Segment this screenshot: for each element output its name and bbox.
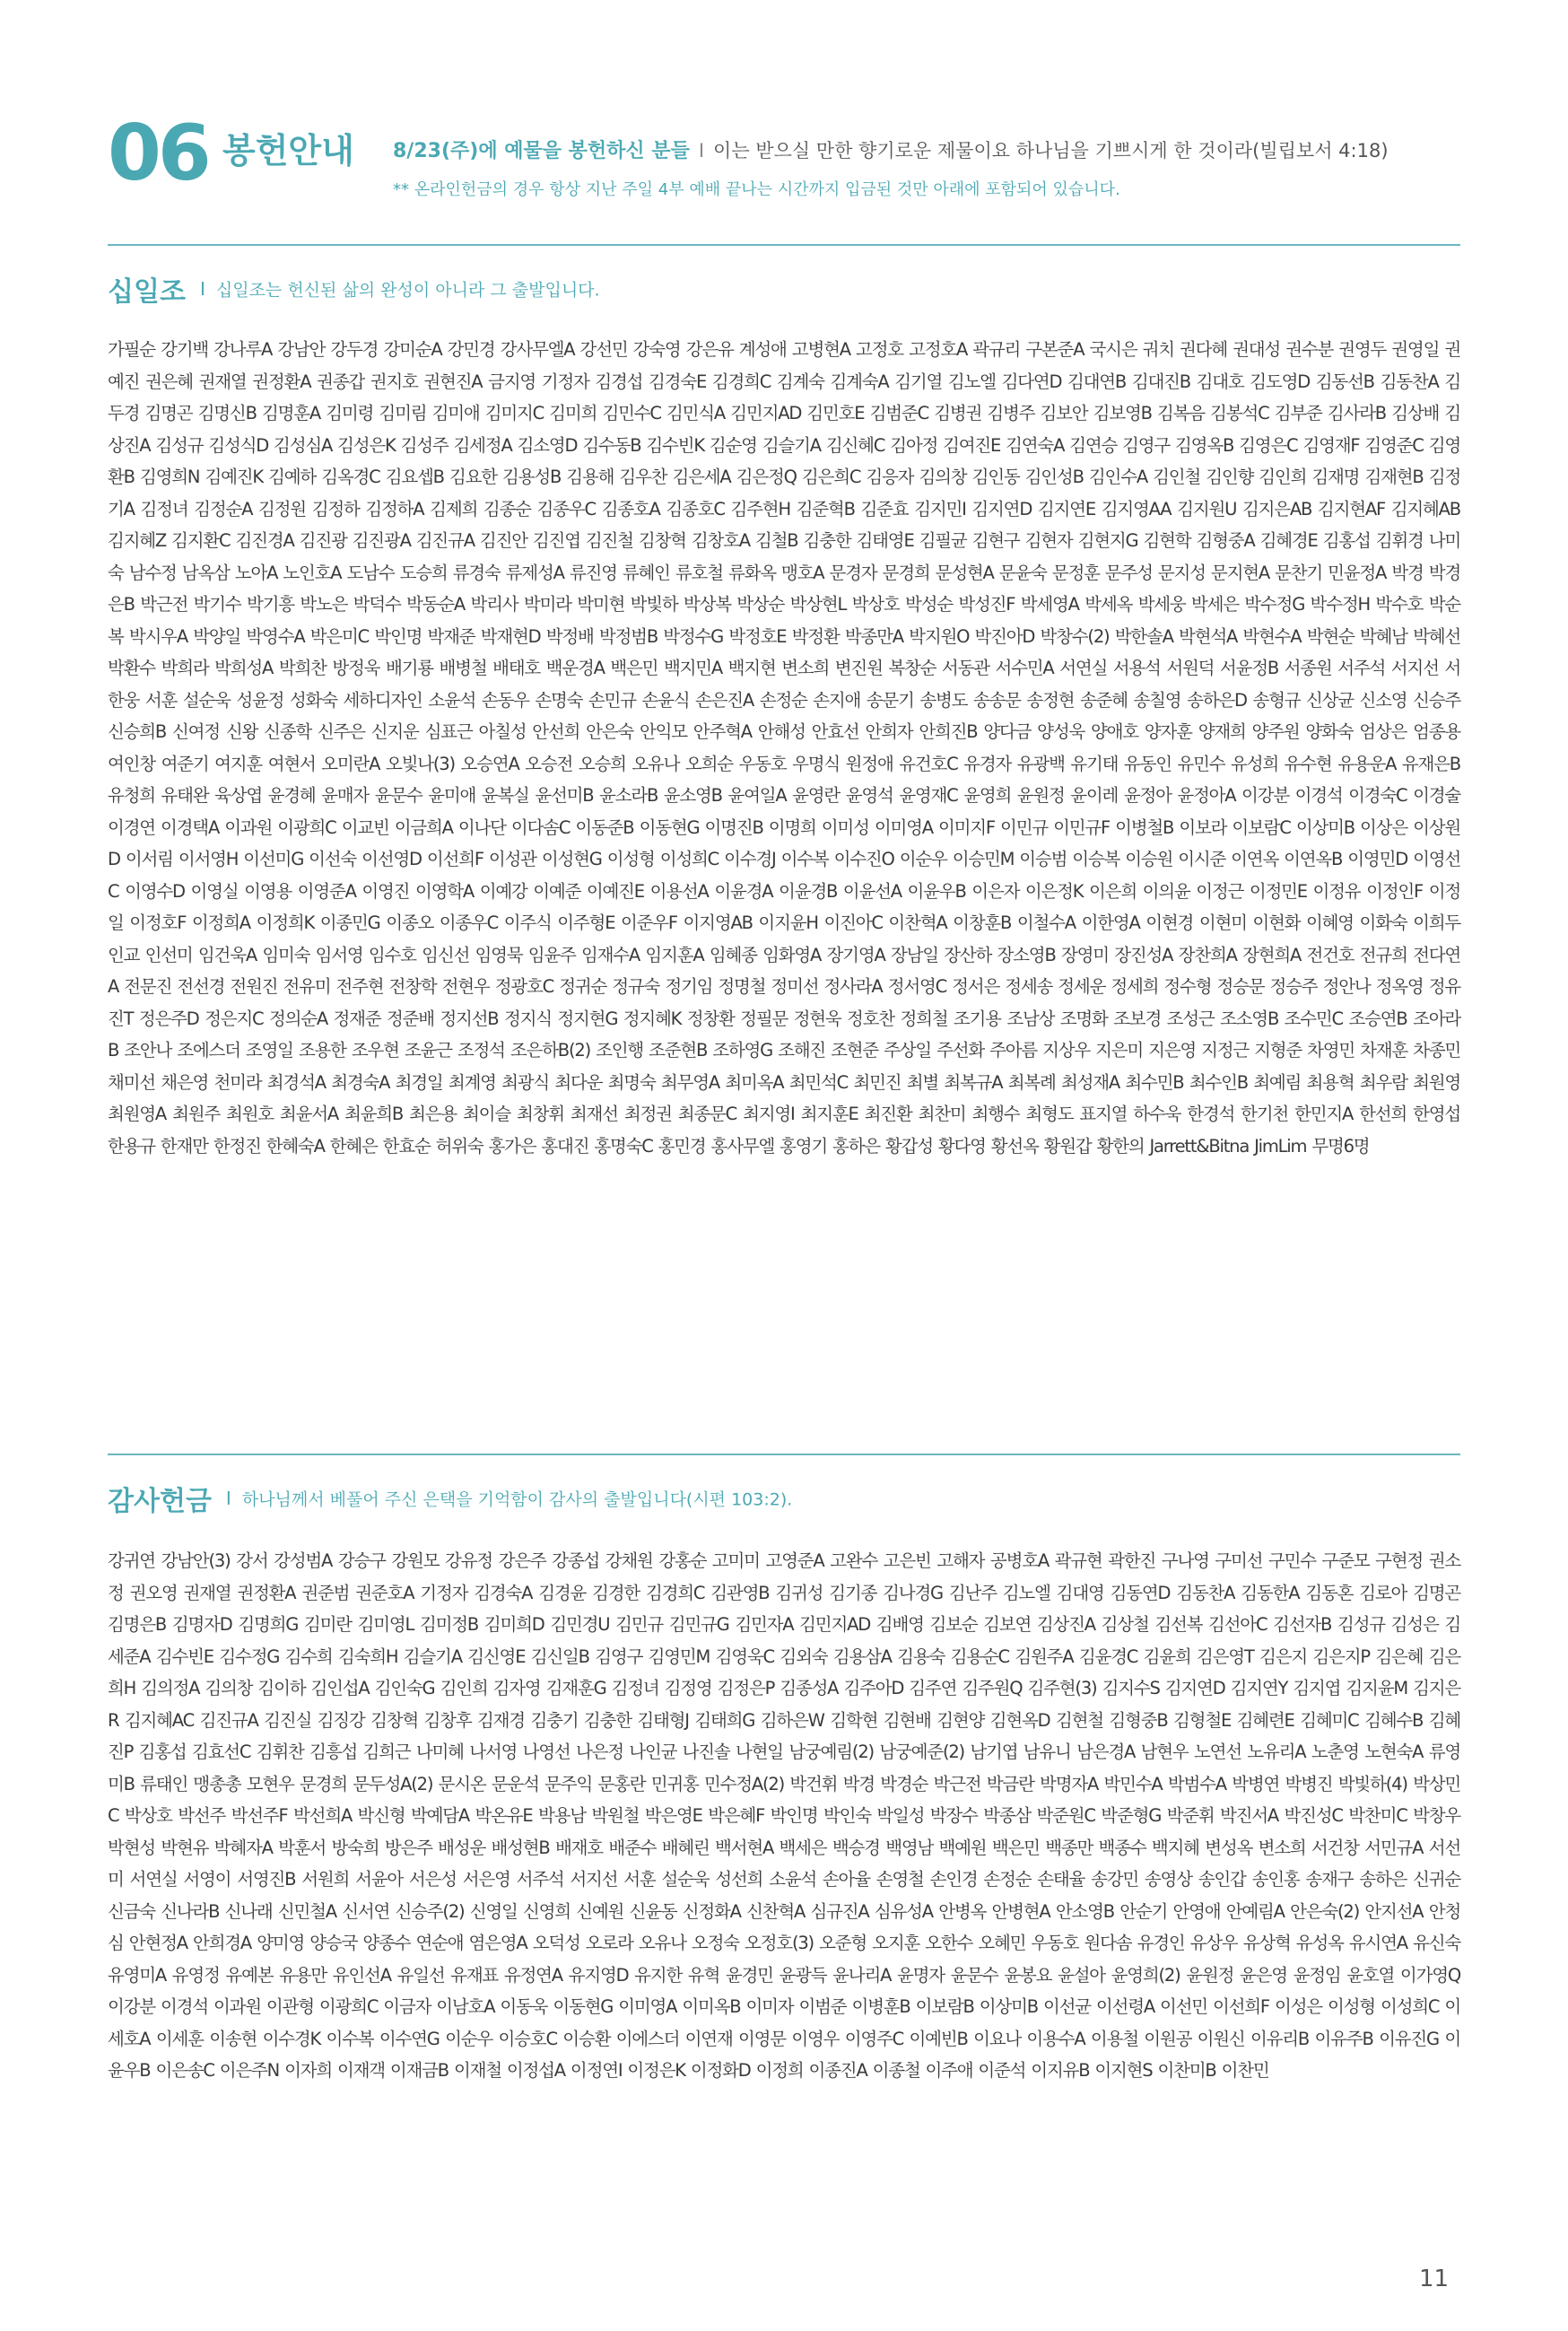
page-header bbox=[108, 108, 1460, 233]
header-separator: I bbox=[698, 140, 705, 162]
header-divider bbox=[108, 244, 1460, 246]
header-note: ** 온라인헌금의 경우 항상 지난 주일 4부 예배 끝나는 시간까지 입금된 것만 아래에 포함되어 있습니다. bbox=[393, 180, 1120, 199]
header-highlight: 8/23(주)에 예물을 봉헌하신 분들 bbox=[393, 140, 690, 162]
section-divider bbox=[108, 1454, 1460, 1455]
tithe-separator: I bbox=[199, 278, 205, 300]
tithe-title: 십일조 bbox=[108, 276, 186, 308]
section-title: 봉헌안내 bbox=[222, 131, 354, 170]
tithe-section-heading bbox=[108, 269, 600, 309]
thanks-separator: I bbox=[225, 1488, 231, 1509]
tithe-names-list: 가필순 강기백 강나루A 강남안 강두경 강미순A 강민경 강사무엘A 강선민 강숙영 강은유 계성애 고병현A 고정호 고정호A 곽규리 구본준A 국시은 궈치 권다혜 권대성 권수분 권영두 권영일 권예진 권은혜 권재열 권정환A 권종갑 권지호 권현진A 금지영 기정자 김경섭 김경숙E 김경희C 김계숙 김계숙A 김기열 김노엘 김다연D 김대연B 김대진B 김대호 김도영D 김동선B 김동찬A 김두경 김명곤 김명신B 김명훈A 김미령 김미림 김미애 김미지C 김미희 김민수C 김민식A 김민지AD 김민호E 김범준C 김병권 김병주 김보안 김보영B 김복음 김봉석C 김부준 김사라B 김상배 김상진A 김성규 김성식D 김성심A 김성은K 김성주 김세정A 김소영D 김수동B 김수빈K 김순영 김슬기A 김신혜C 김아정 김여진E 김연숙A 김연승 김영구 김영옥B 김영은C 김영재F 김영준C 김영환B 김영희N 김예진K 김예하 김옥경C 김요셉B 김요한 김용성B 김용해 김우찬 김은세A 김은정Q 김은희C 김응자 김의창 김인동 김인성B 김인수A 김인철 김인향 김인희 김재명 김재현B 김정기A 김정녀 김정순A 김정원 김정하 김정하A 김제희 김종순 김종우C 김종호A 김종호C 김주현H 김준혁B 김준효 김지민I 김지연D 김지연E 김지영AA 김지원U 김지은AB 김지현AF 김지혜AB 김지혜Z 김지환C 김진경A 김진광 김진광A 김진규A 김진안 김진엽 김진철 김창혁 김창호A 김철B 김충한 김태영E 김필균 김현구 김현자 김현지G 김현학 김형중A 김혜경E 김홍섭 김휘경 나미숙 남수정 남옥삼 노아A 노인호A 도남수 도승희 류경숙 류제성A 류진영 류혜인 류호철 류화옥 맹호A 문경자 문경희 문성현A 문윤숙 문정훈 문주성 문지성 문지현A 문찬기 민윤정A 박경 박경은B 박근전 박기수 박기흥 박노은 박덕수 박동순A 박리사 박미라 박미현 박빛하 박상복 박상순 박상현L 박상호 박성순 박성진F 박세영A 박세옥 박세웅 박세은 박수정G 박수정H 박수호 박순복 박시우A 박양일 박영수A 박은미C 박인명 박재준 박재현D 박정배 박정범B 박정수G 박정호E 박정환 박종만A 박지원O 박진아D 박창수(2) 박한솔A 박현석A 박현수A 박현순 박혜남 박혜선 박환수 박희라 박희성A 박희찬 방정욱 배기룡 배병철 배태호 백운경A 백은민 백지민A 백지현 변소희 변진원 복창순 서동관 서수민A 서연실 서용석 서원덕 서윤정B 서종원 서주석 서지선 서한웅 서훈 설순욱 성윤정 성화숙 세하디자인 소윤석 손동우 손명숙 손민규 손윤식 손은진A 손정순 손지애 송문기 송병도 송송문 송정현 송준혜 송칠영 송하은D 송형규 신상균 신소영 신승주 신승희B 신여정 신왕 신종학 신주은 신지운 심표근 아칠성 안선희 안은숙 안익모 안주혁A 안해성 안효선 안희자 안희진B 양다금 양성욱 양애호 양자훈 양재희 양주원 양화숙 엄상은 엄종용 여인창 여준기 여지훈 여현서 오미란A 오빛나(3) 오승연A 오승전 오승희 오유나 오희순 우동호 우명식 원정애 유건호C 유경자 유광백 유기태 유동인 유민수 유성희 유수현 유용운A 유재은B 유청희 유태완 육상엽 윤경혜 윤매자 윤문수 윤미애 윤복실 윤선미B 윤소라B 윤소영B 윤여일A 윤영란 윤영석 윤영재C 윤영희 윤원정 윤이레 윤정아 윤정아A 이강분 이경석 이경숙C 이경술 이경연 이경택A 이과원 이광희C 이교빈 이금희A 이나단 이다솜C 이동준B 이동현G 이명진B 이명희 이미성 이미영A 이미지F 이민규 이민규F 이병철B 이보라 이보람C 이상미B 이상은 이상원D 이서림 이서영H 이선미G 이선숙 이선영D 이선희F 이성관 이성현G 이성형 이성희C 이수경J 이수복 이수진O 이순우 이승민M 이승범 이승복 이승원 이시준 이연옥 이연옥B 이영민D 이영선C 이영수D 이영실 이영용 이영준A 이영진 이영학A 이예강 이예준 이예진E 이용선A 이윤경A 이윤경B 이윤선A 이윤우B 이은자 이은정K 이은희 이의윤 이정근 이정민E 이정유 이정인F 이정일 이정호F 이정희A 이정희K 이종민G 이종오 이종우C 이주식 이주형E 이준우F 이지영AB 이지윤H 이진아C 이찬혁A 이창훈B 이철수A 이한영A 이현경 이현미 이현화 이혜영 이화숙 이희두 인교 인선미 임건욱A 임미숙 임서영 임수호 임신선 임영묵 임윤주 임재수A 임지훈A 임혜종 임화영A 장기영A 장남일 장산하 장소영B 장영미 장진성A 장찬희A 장현희A 전건호 전규희 전다연A 전문진 전선경 전원진 전유미 전주현 전창학 전현우 정광호C 정귀순 정규숙 정기임 정명철 정미선 정사라A 정서영C 정서은 정세송 정세운 정세희 정수형 정승문 정승주 정안나 정옥영 정유진T 정은주D 정은지C 정의순A 정재준 정준배 정지선B 정지식 정지현G 정지혜K 정창환 정필문 정현욱 정호찬 정희철 조기용 조남상 조명화 조보경 조성근 조소영B 조수민C 조승연B 조아라B 조안나 조에스더 조영일 조용한 조우현 조윤근 조정석 조은하B(2) 조인행 조준현B 조하영G 조해진 조현준 주상일 주선화 주아름 지상우 지은미 지은영 지정근 지형준 차영민 차재훈 차종민 채미선 채은영 천미라 최경석A 최경숙A 최경일 최계영 최광식 최다운 최명숙 최무영A 최미옥A 최민석C 최민진 최별 최복규A 최복례 최성재A 최수민B 최수인B 최예림 최용혁 최우람 최원영 최원영A 최원주 최원호 최윤서A 최윤희B 최은용 최이슬 최창휘 최재선 최정권 최종문C 최지영I 최지훈E 최진환 최찬미 최행수 최형도 표지열 하수욱 한경석 한기천 한민지A 한선희 한영섭 한용규 한재만 한정진 한혜숙A 한혜은 한효순 허위숙 홍가은 홍대진 홍명숙C 홍민경 홍사무엘 홍영기 홍하은 황갑성 황다영 황선옥 황원갑 황한의 Jarrett&Bitna JimLim 무명6명 bbox=[108, 339, 1461, 1157]
thanks-section-heading bbox=[108, 1479, 792, 1518]
tithe-description: 십일조는 헌신된 삶의 완성이 아니라 그 출발입니다. bbox=[215, 280, 600, 301]
page-number: 11 bbox=[1419, 2266, 1450, 2292]
thanks-title: 감사헌금 bbox=[108, 1486, 212, 1517]
thanks-description: 하나님께서 베풀어 주신 은택을 기억함이 감사의 출발입니다(시편 103:2). bbox=[241, 1489, 793, 1510]
header-verse: 이는 받으실 만한 향기로운 제물이요 하나님을 기쁘시게 한 것이라(빌립보서 4:18) bbox=[713, 140, 1389, 162]
header-subtitle bbox=[393, 138, 1389, 164]
section-number: 06 bbox=[108, 109, 208, 198]
thanks-names-list: 강귀연 강남안(3) 강서 강성범A 강승구 강원모 강유정 강은주 강종섭 강채원 강홍순 고미미 고영준A 고완수 고은빈 고해자 공병호A 곽규현 곽한진 구나영 구미선 구민수 구준모 구현정 권소정 권오영 권재열 권정환A 권준범 권준호A 기정자 김경숙A 김경윤 김경한 김경희C 김관영B 김귀성 김기종 김나경G 김난주 김노엘 김대영 김동연D 김동찬A 김동한A 김동혼 김로아 김명곤 김명은B 김명자D 김명희G 김미란 김미영L 김미정B 김미희D 김민경U 김민규 김민규G 김민자A 김민지AD 김배영 김보순 김보연 김상진A 김상철 김선복 김선아C 김선자B 김성규 김성은 김세준A 김수빈E 김수정G 김수희 김숙희H 김슬기A 김신영E 김신일B 김영구 김영민M 김영욱C 김외숙 김용삼A 김용숙 김용순C 김원주A 김윤경C 김윤희 김은영T 김은지 김은지P 김은혜 김은희H 김의정A 김의창 김이하 김인섭A 김인숙G 김인희 김자영 김재훈G 김정녀 김정영 김정은P 김종성A 김주아D 김주연 김주원Q 김주현(3) 김지수S 김지연D 김지연Y 김지엽 김지윤M 김지은R 김지혜AC 김진규A 김진실 김징강 김창혁 김창후 김재경 김충기 김충한 김태형J 김태희G 김하은W 김학현 김현배 김현양 김현옥D 김현철 김형중B 김형철E 김혜련E 김혜미C 김혜수B 김혜진P 김홍섭 김효선C 김휘찬 김흥섭 김희근 나미혜 나서영 나영선 나은정 나인균 나진솔 나현일 남궁예림(2) 남궁예준(2) 남기엽 남유니 남은경A 남현우 노연선 노유리A 노춘영 노현숙A 류영미B 류태인 맹총총 모현우 문경희 문두성A(2) 문시온 문운석 문주익 문홍란 민귀홍 민수정A(2) 박건휘 박경 박경순 박근전 박금란 박명자A 박민수A 박범수A 박병연 박병진 박빛하(4) 박상민C 박상호 박선주 박선주F 박선희A 박신형 박예담A 박온유E 박용남 박원철 박은영E 박은혜F 박인명 박인숙 박일성 박장수 박종삼 박준원C 박준형G 박준휘 박진서A 박진성C 박찬미C 박창우 박현성 박현유 박혜자A 박훈서 방숙희 방은주 배성운 배성현B 배재호 배준수 배혜린 백서현A 백세은 백승경 백영남 백예원 백은민 백종만 백종수 백지혜 변성옥 변소희 서건창 서민규A 서선미 서연실 서영이 서영진B 서원희 서윤아 서은성 서은영 서주석 서지선 서훈 설순욱 성선희 소윤석 손아율 손영철 손인경 손정순 손태율 송강민 송영상 송인갑 송인홍 송재구 송하은 신귀순 신금숙 신나라B 신나래 신민철A 신서연 신승주(2) 신영일 신영희 신예원 신윤동 신정화A 신찬혁A 심규진A 심유성A 안병옥 안병현A 안소영B 안순기 안영애 안예림A 안은숙(2) 안지선A 안청심 안현정A 안희경A 양미영 양승국 양종수 연순애 염은영A 오덕성 오로라 오유나 오정숙 오정호(3) 오준형 오지훈 오한수 오혜민 우동호 원다솜 유경인 유상우 유상혁 유성옥 유시연A 유신숙 유영미A 유영정 유예본 유용만 유인선A 유일선 유재표 유정연A 유지영D 유지한 유혁 윤경민 윤광득 윤나리A 윤명자 윤문수 윤봉요 윤설아 윤영희(2) 윤원정 윤은영 윤정임 윤호열 이가영Q 이강분 이경석 이과원 이관형 이광희C 이금자 이남호A 이동욱 이동현G 이미영A 이미옥B 이미자 이범준 이병훈B 이보람B 이상미B 이선균 이선령A 이선민 이선희F 이성은 이성형 이성희C 이세호A 이세훈 이송현 이수경K 이수복 이수연G 이순우 이승호C 이승환 이에스더 이연재 이영문 이영우 이영주C 이예빈B 이요나 이용수A 이용철 이원공 이원신 이유리B 이유주B 이유진G 이윤우B 이은송C 이은주N 이자희 이재객 이재금B 이재철 이정섭A 이정연I 이정은K 이정화D 이정희 이종진A 이종철 이주애 이준석 이지유B 이지현S 이찬미B 이찬민 bbox=[108, 1550, 1461, 2081]
